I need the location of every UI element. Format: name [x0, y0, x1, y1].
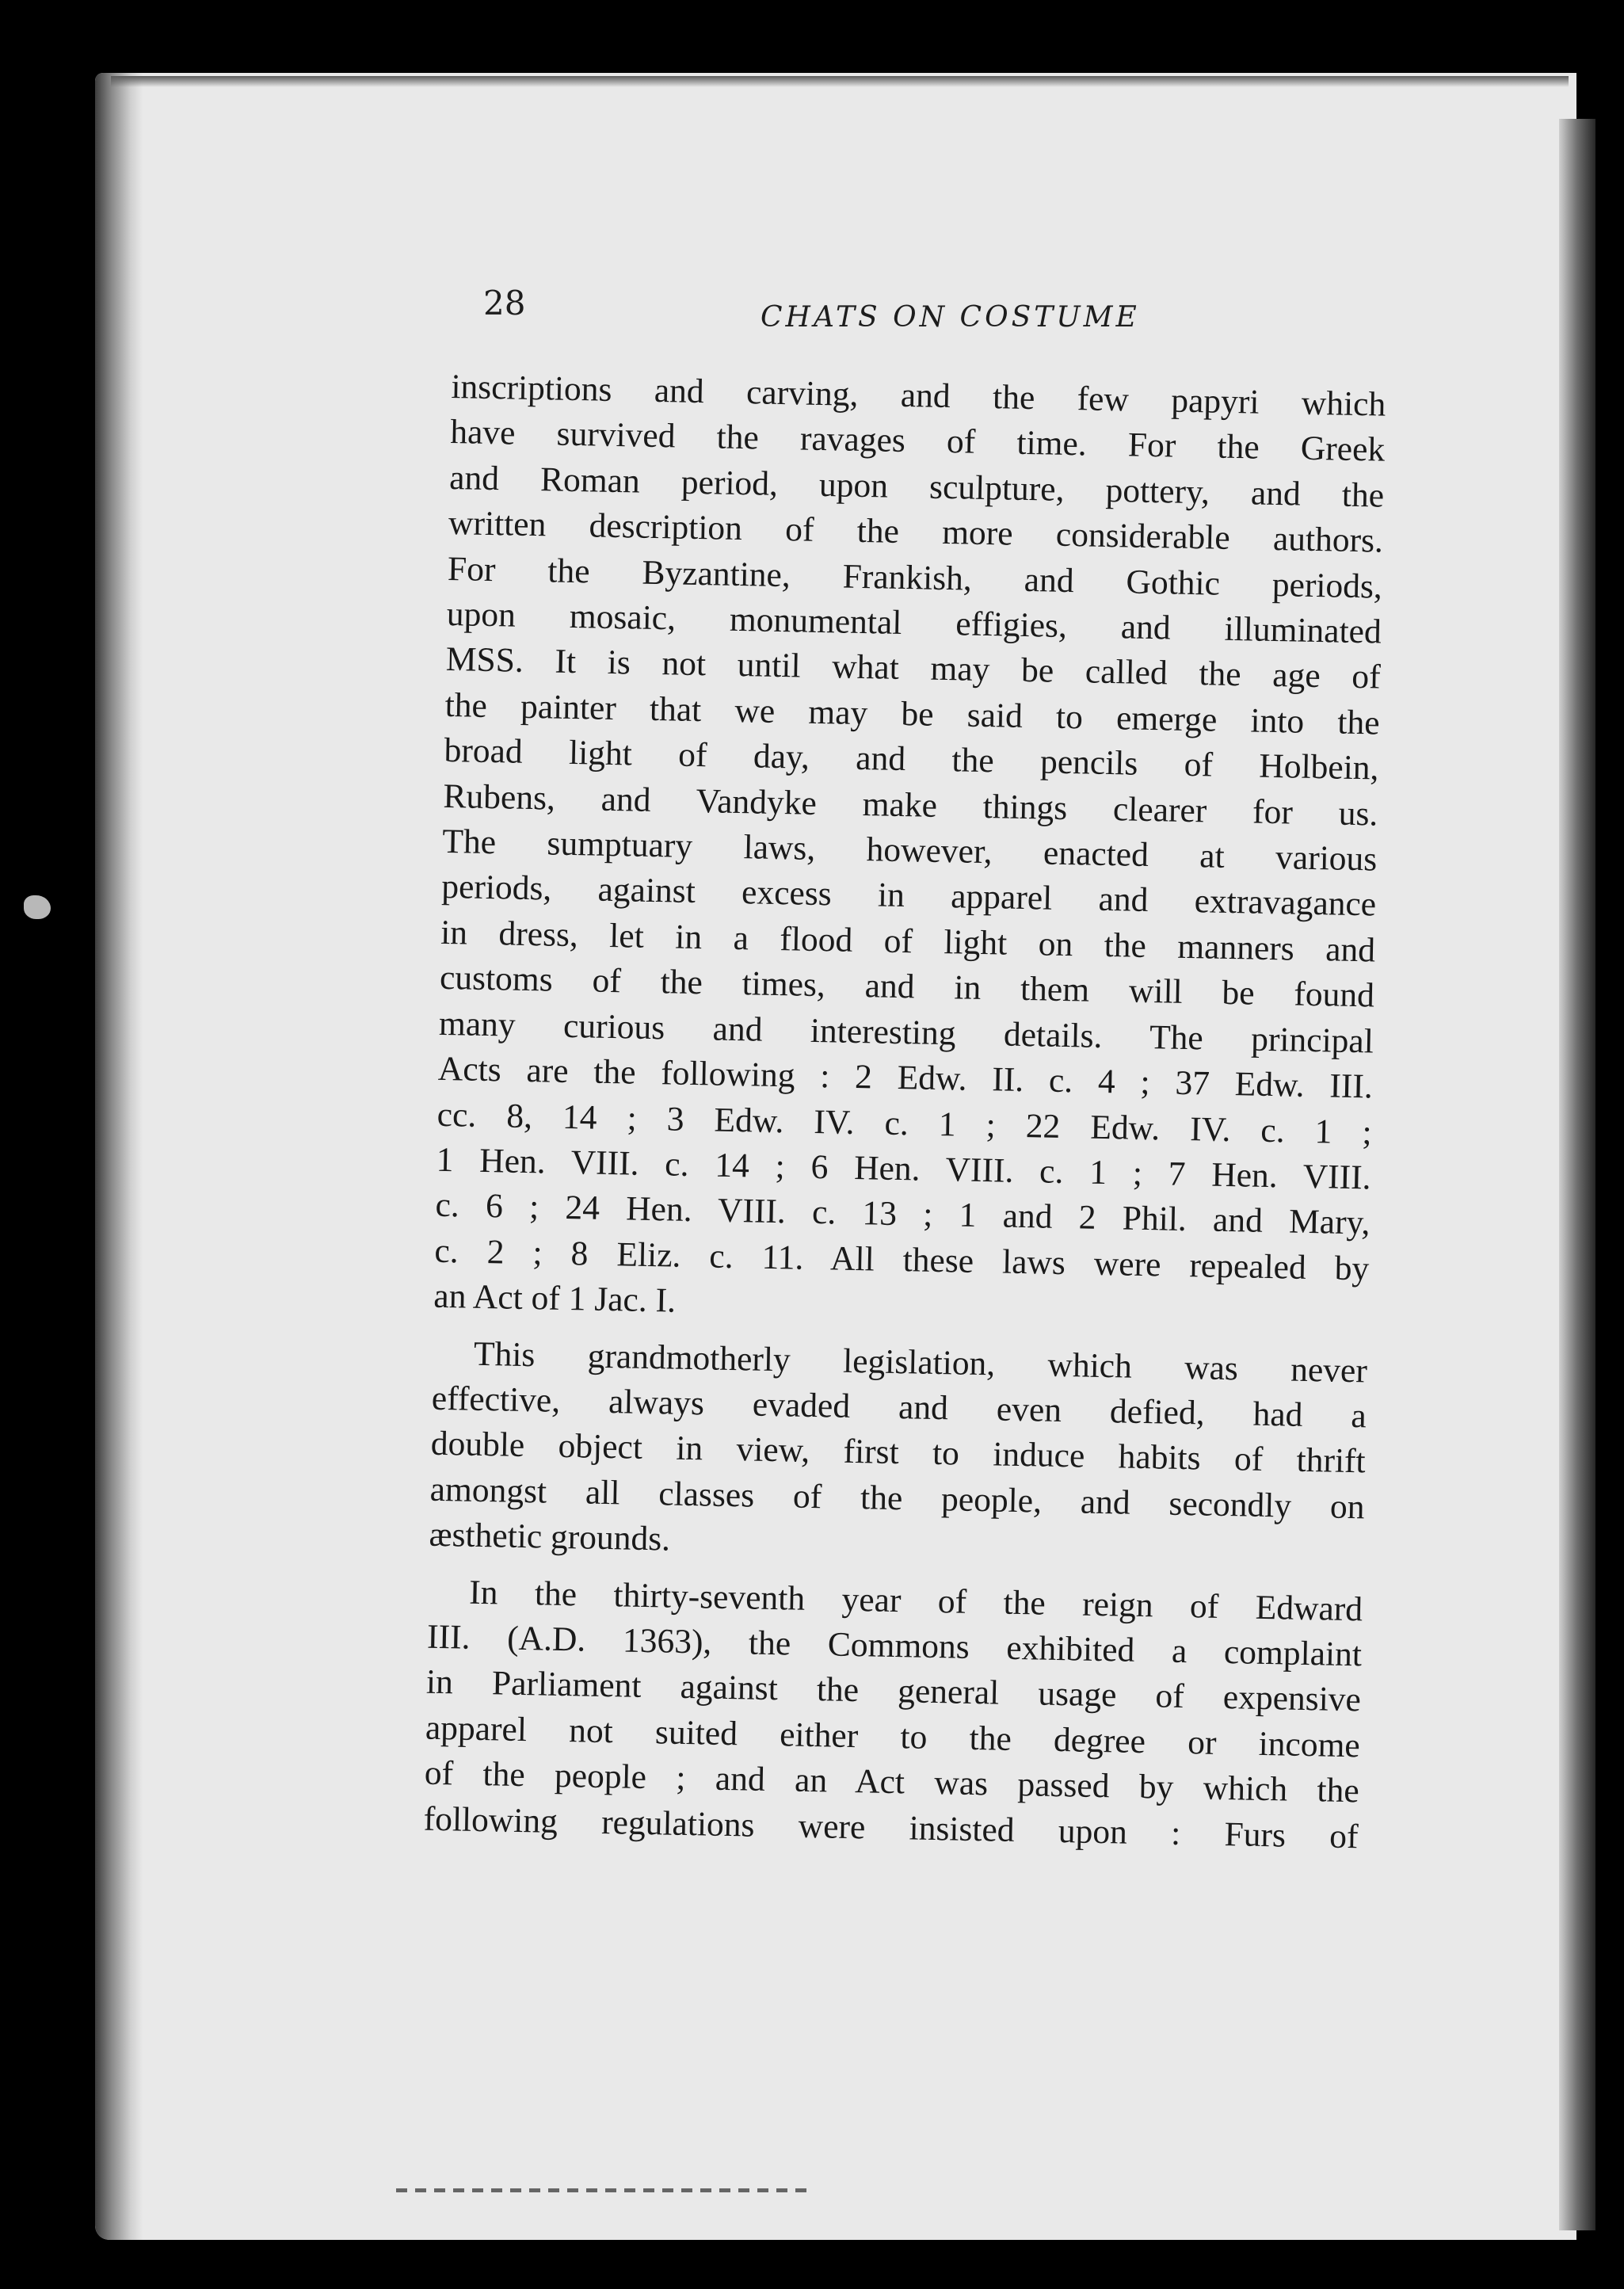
text-line: broad light of day, and the pencils of Holbein,: [444, 731, 1379, 788]
text-line: an Act of 1 Jac. I.: [433, 1276, 677, 1320]
text-line: Rubens, and Vandyke make things clearer for us.: [443, 776, 1378, 834]
text-line: double object in view, first to induce habits of thrift: [430, 1425, 1367, 1481]
text-line: of the people ; and an Act was passed by which the: [424, 1753, 1360, 1810]
running-head: CHATS ON COSTUME: [761, 301, 1140, 334]
text-line: c. 6 ; 24 Hen. VIII. c. 13 ; 1 and 2 Phil. and Mary,: [435, 1186, 1370, 1242]
scan-noise: [396, 2188, 808, 2192]
text-line: For the Byzantine, Frankish, and Gothic periods,: [447, 549, 1383, 606]
text-line: periods, against excess in apparel and extravagance: [440, 868, 1377, 924]
text-line: written description of the more considerable authors.: [448, 504, 1384, 560]
text-line: Acts are the following : 2 Edw. II. c. 4 ; 37 Edw. III.: [437, 1049, 1374, 1106]
page-number: 28: [483, 284, 526, 322]
body-text: [423, 364, 1386, 1860]
text-line: MSS. It is not until what may be called the age of: [445, 640, 1382, 697]
text-line: æsthetic grounds.: [429, 1515, 671, 1558]
margin-blot: [24, 895, 51, 919]
text-line: amongst all classes of the people, and secondly on: [429, 1470, 1365, 1527]
text-line: customs of the times, and in them will be found: [439, 959, 1375, 1015]
text-line: cc. 8, 14 ; 3 Edw. IV. c. 1 ; 22 Edw. IV. c. 1 ;: [436, 1095, 1373, 1151]
paragraph-1: [433, 364, 1386, 1337]
text-line: following regulations were insisted upon : Furs of: [423, 1799, 1359, 1856]
paragraph-3: [423, 1569, 1363, 1860]
text-line: in dress, let in a flood of light on the manners and: [440, 913, 1376, 970]
text-line: In the thirty-seventh year of the reign of Edward: [468, 1573, 1363, 1628]
page-header: [483, 284, 1394, 339]
text-line: c. 2 ; 8 Eliz. c. 11. All these laws were repealed by: [434, 1231, 1370, 1288]
text-line: III. (A.D. 1363), the Commons exhibited a complaint: [426, 1617, 1363, 1674]
text-line: effective, always evaded and even defied, had a: [431, 1379, 1367, 1436]
page-top-edge: [111, 76, 1569, 87]
text-line: 1 Hen. VIII. c. 14 ; 6 Hen. VIII. c. 1 ; 7 Hen. VIII.: [436, 1140, 1371, 1197]
paragraph-2: [429, 1330, 1367, 1576]
text-line: in Parliament against the general usage of expensive: [425, 1663, 1362, 1719]
text-line: upon mosaic, monumental effigies, and illuminated: [446, 594, 1382, 651]
text-line: This grandmotherly legislation, which was never: [473, 1334, 1368, 1390]
text-line: have survived the ravages of time. For the Greek: [449, 413, 1386, 470]
text-line: the painter that we may be said to emerge into the: [444, 685, 1380, 742]
text-line: inscriptions and carving, and the few papyri which: [451, 367, 1386, 424]
text-line: apparel not suited either to the degree or income: [425, 1708, 1361, 1765]
text-line: The sumptuary laws, however, enacted at various: [441, 822, 1378, 879]
text-line: and Roman period, upon sculpture, pottery, and the: [448, 458, 1385, 515]
facing-page-edge: [1559, 119, 1595, 2230]
gutter-shadow: [95, 73, 143, 2240]
text-line: many curious and interesting details. The principal: [438, 1004, 1374, 1061]
